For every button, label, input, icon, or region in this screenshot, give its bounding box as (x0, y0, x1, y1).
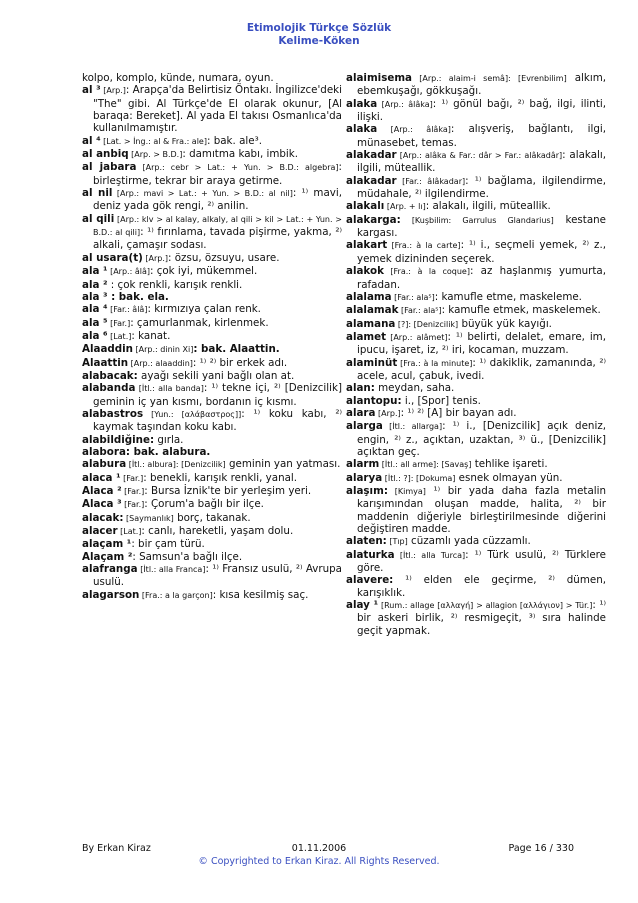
entry-etymology: [Far.] (107, 318, 131, 328)
dictionary-entry (346, 175, 606, 201)
entry-etymology: [Arp.: âlâ] (107, 267, 150, 277)
entry-headword: alalama (346, 290, 392, 303)
entry-definition: : bak. ale³. (206, 134, 262, 147)
entry-headword: alavere: (346, 574, 394, 587)
entry-headword: alaçam ¹ (82, 538, 132, 551)
dictionary-entry (346, 239, 606, 265)
entry-headword: ala ² (82, 278, 108, 291)
entry-definition: kolpo, komplo, künde, numara, oyun. (82, 72, 274, 84)
entry-headword: ala ⁵ (82, 316, 108, 329)
entry-definition: : kamufle etmek, maskelemek. (441, 304, 601, 317)
entry-headword: alakart (346, 239, 388, 252)
entry-etymology: [Far.: âlâkadar] (396, 176, 466, 186)
entry-headword: alalamak (346, 304, 399, 317)
entry-definition: : ¹⁾ dakiklik, zamanında, ²⁾ acele, acul, çabuk, ivedi. (357, 356, 606, 382)
entry-definition: : ¹⁾ Fransız usulü, ²⁾ Avrupa usulü. (93, 563, 342, 589)
entry-headword: ala ¹ (82, 265, 108, 278)
entry-etymology: [Arp. > B.D.] (128, 150, 183, 160)
entry-etymology: [Fra.: a la garçon] (139, 590, 213, 600)
dictionary-entry (82, 279, 342, 291)
dictionary-entry (82, 317, 342, 330)
dictionary-entry (82, 135, 342, 148)
dictionary-entry (346, 200, 606, 213)
entry-headword: ala ³ : bak. ela. (82, 290, 169, 303)
entry-etymology: [Arp.: mavi > Lat.: + Yun. > B.D.: al nil] (112, 189, 293, 199)
entry-definition: : ¹⁾ i., [Denizcilik] açık deniz, engin, ²⁾ z., açıktan, uzaktan, ³⁾ ü., [Denizcilik] açıktan geç. (357, 420, 606, 458)
entry-definition: tehlike işareti. (471, 458, 548, 471)
entry-headword: alabildiğine: (82, 433, 155, 446)
entry-etymology: [Tıp] (386, 537, 408, 547)
dictionary-entry (346, 420, 606, 458)
dictionary-entry (346, 72, 606, 98)
dictionary-entry (346, 574, 606, 599)
entry-etymology: [İtl.: albura]: [Denizcilik] (126, 460, 226, 470)
dictionary-entry (346, 291, 606, 304)
entry-etymology: [Arp.: alâmet] (386, 332, 448, 342)
entry-definition: alkım, ebemkuşağı, gökkuşağı. (357, 72, 606, 98)
right-column (346, 72, 606, 637)
entry-definition: : Arapça'da Belirtisiz Öntakı. İngilizce'deki "The" gibi. Al Türkçe'de El olarak okunur, [Al baraqa: Bereket]. Al yada El takısı Osmanlıca'da kullanılmamıştır. (93, 84, 343, 135)
dictionary-entry (82, 343, 342, 356)
entry-headword: al ⁴ (82, 134, 101, 147)
entry-headword: alara (346, 406, 376, 419)
dictionary-entry (82, 551, 342, 563)
entry-etymology: [Arp.: cebr > Lat.: + Yun. > B.D.: algebra] (136, 163, 339, 173)
entry-headword: alagarson (82, 588, 140, 601)
left-column (82, 72, 342, 602)
entry-etymology: [İtl.: alla banda] (135, 384, 204, 394)
entry-definition: büyük yük kayığı. (458, 317, 552, 330)
entry-definition: : çok renkli, karışık renkli. (107, 278, 243, 291)
entry-definition: i., [Spor] tenis. (401, 394, 481, 407)
dictionary-entry (82, 472, 342, 485)
entry-etymology: [Arp.] (142, 253, 169, 263)
dictionary-entry (346, 331, 606, 357)
entry-etymology: [Fra.: à la coque] (383, 267, 470, 277)
dictionary-entry (82, 458, 342, 471)
entry-etymology: [?]: [Denizcilik] (395, 319, 459, 329)
entry-headword: al nil (82, 187, 113, 200)
dictionary-entry (82, 291, 342, 303)
entry-etymology: [Arp.: dinin Xi] (133, 345, 194, 355)
entry-definition: : alakalı, ilgili, müteallik. (425, 200, 551, 213)
entry-etymology: [Yun.: [αλάβαστρος]] (143, 409, 242, 419)
dictionary-entry (346, 382, 606, 394)
dictionary-entry (82, 72, 342, 84)
entry-headword: alabura (82, 458, 127, 471)
dictionary-entry (346, 318, 606, 331)
entry-definition: : alakalı, ilgili, müteallik. (357, 149, 606, 175)
entry-etymology: [Kimya] (387, 487, 426, 496)
entry-etymology: [İtl.: alla Franca] (137, 565, 206, 575)
entry-headword: al ³ (82, 84, 101, 97)
entry-headword: alakarga: (346, 213, 401, 226)
entry-headword: alarga (346, 420, 383, 433)
entry-definition: : benekli, karışık renkli, yanal. (143, 471, 298, 484)
entry-headword: alantopu: (346, 394, 402, 407)
footer-date: 01.11.2006 (291, 843, 347, 854)
entry-etymology: [Arp.: alâka & Far.: dâr > Far.: alâkadâr] (396, 151, 563, 161)
dictionary-entry (82, 148, 342, 161)
entry-headword: alabastros (82, 407, 144, 420)
entry-etymology: [Far.: ala⁵] (398, 306, 442, 316)
entry-headword: alakok (346, 265, 384, 278)
dictionary-entry (346, 395, 606, 407)
entry-etymology: [İtl.: all arme]: [Savaş] (379, 460, 472, 470)
entry-definition: : damıtma kabı, imbik. (182, 148, 299, 161)
entry-definition: : bir çam türü. (131, 538, 205, 551)
entry-definition: : ¹⁾ tekne içi, ²⁾ [Denizcilik] geminin iç yan kısmı, bordanın iç kısmı. (93, 382, 342, 408)
entry-definition: : çok iyi, mükemmel. (149, 265, 258, 278)
dictionary-entry (346, 304, 606, 317)
entry-definition: : kısa kesilmiş saç. (212, 588, 309, 601)
dictionary-entry (82, 84, 342, 134)
entry-definition: : alışveriş, bağlantı, ilgi, münasebet, temas. (357, 123, 606, 149)
dictionary-entry (82, 589, 342, 602)
dictionary-entry (82, 525, 342, 538)
entry-etymology: [Far.] (120, 473, 144, 483)
page-subtitle: Kelime-Köken (278, 35, 360, 47)
entry-headword: alabanda (82, 382, 136, 395)
entry-headword: alamet (346, 330, 387, 343)
entry-definition: : birleştirme, tekrar bir araya getirme. (93, 161, 343, 187)
entry-etymology: [İtl.: allarga] (382, 422, 443, 432)
dictionary-entry (346, 458, 606, 471)
dictionary-entry (82, 370, 342, 382)
dictionary-entry (82, 303, 342, 316)
dictionary-entry (82, 161, 342, 187)
entry-etymology: [Kuşbilim: Garrulus Glandarius] (400, 215, 554, 225)
entry-headword: alaşım: (346, 485, 388, 497)
dictionary-entry (82, 512, 342, 525)
entry-definition: esnek olmayan yün. (455, 471, 563, 484)
entry-headword: alarm (346, 458, 380, 471)
entry-definition: : kamufle etme, maskeleme. (434, 290, 582, 303)
entry-etymology: [Fra.: à la carte] (387, 241, 461, 251)
entry-definition: borç, takanak. (173, 511, 251, 524)
entry-headword: Alaca ² (82, 485, 122, 497)
dictionary-entry (346, 407, 606, 420)
entry-headword: Alaaddin (82, 343, 133, 356)
dictionary-entry (82, 187, 342, 213)
dictionary-entry (346, 535, 606, 548)
dictionary-entry (82, 538, 342, 550)
entry-definition: kestane kargası. (357, 213, 606, 240)
entry-definition: meydan, saha. (374, 382, 455, 395)
dictionary-entry (346, 149, 606, 175)
entry-definition: : Samsun'a bağlı ilçe. (132, 550, 243, 563)
dictionary-entry (346, 214, 606, 240)
entry-headword: alaka (346, 123, 378, 136)
entry-definition: : ¹⁾ ²⁾ bir erkek adı. (192, 356, 288, 369)
entry-headword: al qili (82, 212, 115, 225)
entry-definition: : ¹⁾ fırınlama, tavada pişirme, yakma, ²⁾ alkali, çamaşır sodası. (93, 226, 342, 252)
entry-definition: gırla. (154, 433, 184, 446)
dictionary-entry (82, 434, 342, 446)
entry-definition: : Çorum'a bağlı bir ilçe. (144, 498, 264, 511)
entry-definition: : ¹⁾ Türk usulü, ²⁾ Türklere göre. (357, 548, 606, 575)
dictionary-entry (82, 408, 342, 434)
entry-etymology: [Lat.] (107, 331, 132, 341)
entry-etymology: [Arp.: alaim-i semâ]: [Evrenbilim] (412, 74, 567, 83)
entry-headword: alaka (346, 97, 378, 110)
dictionary-entry (82, 330, 342, 343)
entry-etymology: [Arp.] (100, 86, 126, 96)
entry-definition: : kırmızıya çalan renk. (147, 303, 261, 316)
entry-headword: alakalı (346, 200, 385, 213)
entry-headword: alarya (346, 471, 383, 484)
entry-definition: : Bursa İznik'te bir yerleşim yeri. (144, 485, 312, 497)
page-title: Etimolojik Türkçe Sözlük (246, 22, 392, 34)
footer-page-number: Page 16 / 330 (508, 843, 574, 854)
entry-etymology: [Fra.: à la minute] (397, 358, 473, 368)
entry-definition: : az haşlanmış yumurta, rafadan. (357, 265, 606, 291)
entry-headword: ala ⁴ (82, 303, 108, 316)
entry-definition: : ¹⁾ mavi, deniz yada gök rengi, ²⁾ anilin. (93, 187, 342, 213)
entry-etymology: [Saymanlık] (123, 513, 174, 523)
dictionary-entry (82, 357, 342, 370)
entry-headword: alafranga (82, 563, 138, 576)
entry-headword: alaca ¹ (82, 471, 121, 484)
entry-headword: ala ⁶ (82, 329, 108, 342)
dictionary-entry (82, 485, 342, 498)
entry-etymology: [Arp.] (375, 408, 401, 418)
entry-etymology: [İtl.: alla Turca] (394, 550, 466, 560)
entry-headword: alakadar (346, 174, 397, 187)
entry-headword: alabora: bak. alabura. (82, 445, 211, 458)
entry-definition: : özsu, özsuyu, usare. (168, 251, 280, 264)
entry-headword: alabacak: (82, 369, 138, 382)
entry-etymology: [Arp.: alaaddin] (128, 358, 193, 368)
entry-etymology: [Far.] (121, 487, 145, 496)
entry-etymology: [Far.: âlâ] (107, 305, 148, 315)
entry-headword: alacak: (82, 511, 124, 524)
entry-definition: : ¹⁾ koku kabı, ²⁾ kaymak taşından koku kabı. (93, 407, 342, 434)
entry-definition: : ¹⁾ i., seçmeli yemek, ²⁾ z., yemek dizininden seçerek. (357, 239, 606, 265)
entry-headword: : bak. Alaattin. (193, 343, 280, 356)
dictionary-entry (82, 265, 342, 278)
entry-definition: ¹⁾ bir yada daha fazla metalin karışımından oluşan madde, halita, ²⁾ bir maddenin diğeriyle birleştirilmesinde diğerini değiştiren madde. (357, 485, 607, 536)
entry-etymology: [Lat. > İng.: al & Fra.: ale] (100, 136, 207, 146)
dictionary-entry (346, 98, 606, 124)
dictionary-entry (346, 549, 606, 575)
dictionary-entry (82, 498, 342, 511)
entry-headword: alakadar (346, 149, 397, 162)
entry-etymology: [Arp. + lı] (384, 202, 426, 212)
entry-headword: al usara(t) (82, 251, 143, 264)
entry-etymology: [Arp.: âlâka] (377, 125, 451, 135)
entry-etymology: [Arp.: âlâka] (377, 99, 433, 109)
dictionary-entry (82, 252, 342, 265)
entry-headword: alamana (346, 317, 396, 330)
entry-definition: : canlı, hareketli, yaşam dolu. (141, 525, 294, 538)
entry-etymology: [Far.: ala⁵] (391, 292, 435, 302)
entry-headword: alacer (82, 525, 118, 538)
dictionary-entry (82, 382, 342, 408)
entry-definition: : ¹⁾ ²⁾ [A] bir bayan adı. (400, 406, 517, 419)
entry-headword: alay ¹ (346, 599, 379, 612)
entry-definition: ayağı sekili yani bağlı olan at. (137, 369, 295, 382)
dictionary-entry (82, 563, 342, 589)
dictionary-entry (82, 213, 342, 252)
entry-definition: geminin yan yatması. (225, 458, 341, 471)
entry-etymology: [Lat.] (117, 527, 142, 537)
entry-headword: alaturka (346, 548, 395, 561)
entry-definition: : ¹⁾ bağlama, ilgilendirme, müdahale, ²⁾ ilgilendirme. (357, 174, 606, 201)
entry-definition: : çamurlanmak, kirlenmek. (130, 316, 269, 329)
dictionary-entry (346, 265, 606, 291)
entry-headword: al jabara (82, 161, 137, 174)
entry-headword: alaminüt (346, 356, 398, 369)
dictionary-entry (346, 472, 606, 485)
entry-headword: alan: (346, 382, 375, 395)
dictionary-entry (82, 446, 342, 458)
entry-headword: alaimisema (346, 72, 413, 84)
dictionary-entry (346, 599, 606, 637)
entry-definition: cüzamlı yada cüzzamlı. (407, 535, 531, 548)
entry-etymology: [İtl.: ?]: [Dokuma] (382, 473, 456, 483)
dictionary-entry (346, 123, 606, 149)
entry-etymology: [Far.] (121, 500, 145, 510)
entry-headword: Alaçam ² (82, 550, 133, 563)
page-header (0, 22, 638, 48)
footer-author: By Erkan Kiraz (82, 843, 151, 854)
entry-definition: : kanat. (131, 329, 171, 342)
entry-headword: al anbiq (82, 148, 129, 161)
dictionary-entry (346, 357, 606, 383)
copyright-notice: © Copyrighted to Erkan Kiraz. All Rights Reserved. (198, 856, 440, 867)
entry-headword: alaten: (346, 535, 387, 548)
dictionary-entry (346, 485, 606, 535)
entry-headword: Alaattin (82, 356, 129, 369)
entry-definition: : ¹⁾ belirti, delalet, emare, im, ipucu, işaret, iz, ²⁾ iri, kocaman, muzzam. (357, 330, 606, 357)
entry-etymology: [Rum.: allage [αλλαγή] > allagion [αλλάγιον] > Tür.] (378, 601, 593, 611)
entry-definition: : ¹⁾ bir askeri birlik, ²⁾ resmigeçit, ³⁾ sıra halinde geçit yapmak. (357, 599, 606, 637)
entry-etymology: [Arp.: klv > al kalay, alkaly, al qili > kil > Lat.: + Yun. > B.D.: al qili] (93, 214, 342, 238)
entry-headword: Alaca ³ (82, 498, 122, 511)
entry-definition: : ¹⁾ gönül bağı, ²⁾ bağ, ilgi, ilinti, ilişki. (357, 97, 606, 124)
entry-definition: ¹⁾ elden ele geçirme, ²⁾ dümen, karışıklık. (357, 574, 606, 599)
